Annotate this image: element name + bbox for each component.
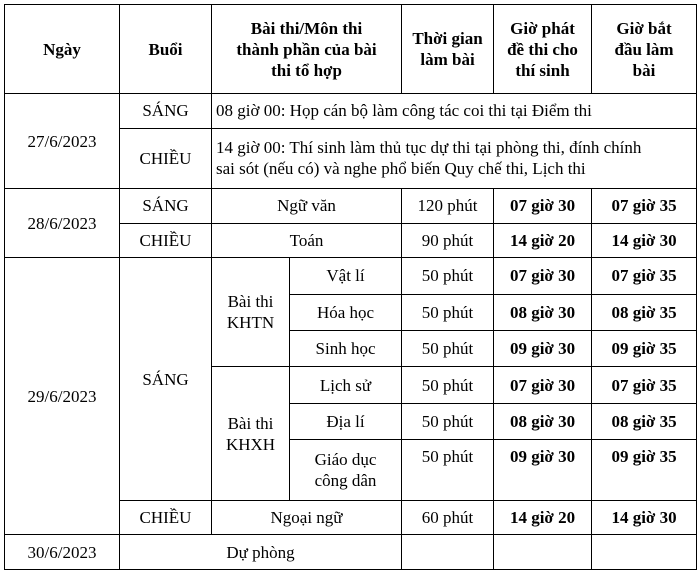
duration-cell: 120 phút [402, 189, 494, 223]
reserve-cell: Dự phòng [120, 535, 402, 570]
duration-cell: 50 phút [402, 294, 494, 330]
header-phat-line1: Giờ phát [510, 18, 575, 38]
start-time-cell: 09 giờ 35 [592, 440, 697, 501]
table-row [5, 189, 697, 223]
start-time-cell: 07 giờ 35 [592, 367, 697, 403]
empty-cell [402, 535, 494, 570]
header-thoigian-line1: Thời gian [412, 29, 483, 49]
table-row [5, 258, 697, 294]
date-cell: 30/6/2023 [5, 535, 120, 570]
note-line: 14 giờ 00: Thí sinh làm thủ tục dự thi tại phòng thi, đính chính [216, 138, 642, 158]
subject-cell: Ngoại ngữ [212, 501, 402, 535]
header-phat-line2: đề thi cho [507, 39, 578, 59]
subject-cell [290, 440, 402, 501]
header-phat-line3: thí sinh [515, 60, 570, 80]
start-distribution-cell: 07 giờ 30 [494, 367, 592, 403]
group-label-line: Bài thi [227, 413, 274, 433]
group-label-line: KHTN [226, 313, 275, 333]
start-distribution-cell: 08 giờ 30 [494, 294, 592, 330]
duration-cell: 50 phút [402, 330, 494, 366]
subject-cell: Toán [212, 223, 402, 257]
subject-cell: Địa lí [290, 403, 402, 439]
subject-cell: Ngữ văn [212, 189, 402, 223]
start-distribution-cell: 07 giờ 30 [494, 189, 592, 223]
header-mon-thi [212, 5, 402, 94]
header-row [5, 5, 697, 94]
note-cell [212, 128, 697, 189]
date-cell: 27/6/2023 [5, 94, 120, 189]
start-distribution-cell: 07 giờ 30 [494, 258, 592, 294]
subject-cell: Lịch sử [290, 367, 402, 403]
group-cell-khtn [212, 258, 290, 367]
note-cell: 08 giờ 00: Họp cán bộ làm công tác coi thi tại Điểm thi [212, 94, 697, 128]
header-gio-phat [494, 5, 592, 94]
session-cell: SÁNG [120, 94, 212, 128]
empty-cell [494, 535, 592, 570]
exam-schedule-table [4, 4, 697, 570]
subject-cell: Vật lí [290, 258, 402, 294]
start-time-cell: 14 giờ 30 [592, 223, 697, 257]
start-distribution-cell: 09 giờ 30 [494, 330, 592, 366]
start-time-cell: 14 giờ 30 [592, 501, 697, 535]
duration-cell: 50 phút [402, 440, 494, 501]
start-time-cell: 09 giờ 35 [592, 330, 697, 366]
header-gio-bat-dau [592, 5, 697, 94]
duration-cell: 60 phút [402, 501, 494, 535]
start-distribution-cell: 08 giờ 30 [494, 403, 592, 439]
group-cell-khxh [212, 367, 290, 501]
empty-cell [592, 535, 697, 570]
header-thoi-gian [402, 5, 494, 94]
header-ngay: Ngày [5, 5, 120, 94]
start-time-cell: 07 giờ 35 [592, 189, 697, 223]
date-cell: 28/6/2023 [5, 189, 120, 258]
start-distribution-cell: 14 giờ 20 [494, 223, 592, 257]
header-mon-line3: thi tổ hợp [271, 60, 342, 80]
start-time-cell: 07 giờ 35 [592, 258, 697, 294]
subject-line: Giáo dục [314, 450, 377, 470]
session-cell: CHIỀU [120, 223, 212, 257]
duration-cell: 50 phút [402, 258, 494, 294]
session-cell: SÁNG [120, 189, 212, 223]
date-cell: 29/6/2023 [5, 258, 120, 535]
duration-cell: 90 phút [402, 223, 494, 257]
note-line: sai sót (nếu có) và nghe phổ biến Quy chế thi, Lịch thi [216, 159, 586, 179]
start-distribution-cell: 14 giờ 20 [494, 501, 592, 535]
session-cell: CHIỀU [120, 501, 212, 535]
duration-cell: 50 phút [402, 403, 494, 439]
group-label-line: KHXH [225, 434, 276, 454]
session-cell: CHIỀU [120, 128, 212, 189]
header-thoigian-line2: làm bài [420, 50, 475, 70]
subject-cell: Hóa học [290, 294, 402, 330]
subject-cell: Sinh học [290, 330, 402, 366]
header-batdau-line1: Giờ bắt [616, 18, 672, 38]
subject-line: công dân [314, 471, 377, 491]
duration-cell: 50 phút [402, 367, 494, 403]
table-row [5, 535, 697, 570]
header-mon-line1: Bài thi/Môn thi [250, 18, 363, 38]
header-buoi: Buổi [120, 5, 212, 94]
group-label-line: Bài thi [227, 292, 274, 312]
header-batdau-line2: đầu làm [614, 39, 674, 59]
start-distribution-cell: 09 giờ 30 [494, 440, 592, 501]
session-cell: SÁNG [120, 258, 212, 501]
table-row [5, 94, 697, 128]
header-batdau-line3: bài [632, 60, 656, 80]
start-time-cell: 08 giờ 35 [592, 294, 697, 330]
header-mon-line2: thành phần của bài [236, 39, 377, 59]
start-time-cell: 08 giờ 35 [592, 403, 697, 439]
